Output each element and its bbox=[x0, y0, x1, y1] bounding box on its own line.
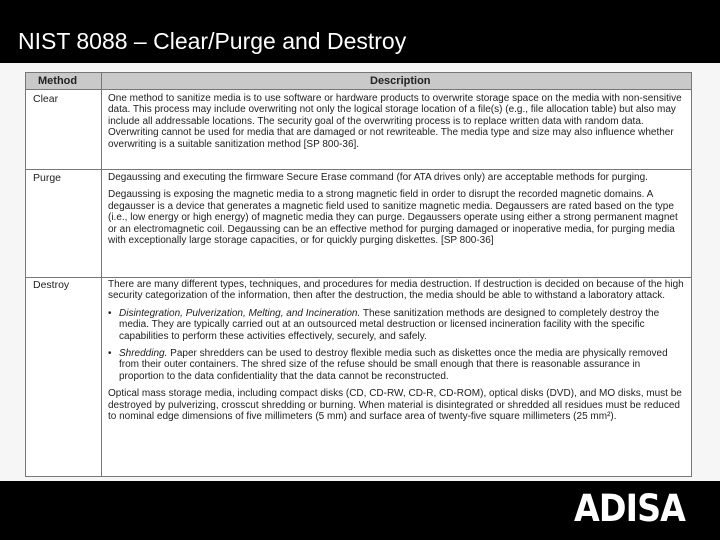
description-purge bbox=[108, 172, 688, 252]
clear-paragraph: One method to sanitize media is to use software or hardware products to overwrite storage space on the media with non-sensitive data. This process may include overwriting not only the logical storage location of a file(s) (e.g., file allocation table) but also may include all addressable locations. The security goal of the overwriting process is to replace written data with random data. Overwriting cannot be used for media that are damaged or not rewriteable. The media type and size may also influence whether overwriting is a suitable sanitization method [SP 800-36]. bbox=[108, 93, 682, 150]
sanitization-table bbox=[25, 72, 692, 477]
header-method: Method bbox=[38, 75, 78, 87]
bullet-marker: • bbox=[108, 348, 112, 360]
method-destroy: Destroy bbox=[33, 279, 70, 291]
destroy-outro: Optical mass storage media, including compact disks (CD, CD-RW, CD-R, CD-ROM), optical disks (DVD), and MO disks, must be destroyed by pulverizing, crosscut shredding or burning. When material is disintegrated or shredded all residues must be reduced to nominal edge dimensions of five millimeters (5 mm) and surface area of twenty-five square millimeters (25 mm²). bbox=[108, 388, 682, 423]
method-clear: Clear bbox=[33, 93, 59, 105]
row-divider bbox=[26, 169, 691, 170]
bullet-lead: Disintegration, Pulverization, Melting, and Incineration. bbox=[119, 307, 361, 319]
purge-paragraph-1: Degaussing and executing the firmware Secure Erase command (for ATA drives only) are acceptable methods for purging. bbox=[108, 172, 648, 183]
row-divider bbox=[26, 277, 691, 278]
bullet-lead: Shredding. bbox=[119, 348, 168, 360]
description-clear bbox=[108, 93, 688, 156]
bullet-marker: • bbox=[108, 307, 112, 319]
destroy-intro: There are many different types, techniques, and procedures for media destruction. If destruction is decided on because of the high security categorization of the information, then after the destruction, the media should be able to withstand a laboratory attack. bbox=[108, 279, 684, 302]
header-description: Description bbox=[370, 75, 431, 87]
destroy-bullet-disintegration bbox=[108, 308, 688, 342]
description-destroy bbox=[108, 279, 688, 428]
bullet-text: These sanitization methods are designed to completely destroy the media. They are typically carried out at an outsourced metal destruction or licensed incineration facility with the specific capabilities to perform these activities effectively, securely, and safely. bbox=[119, 307, 660, 342]
purge-paragraph-2: Degaussing is exposing the magnetic media to a strong magnetic field in order to disrupt the recorded magnetic domains. A degausser is a device that generates a magnetic field used to sanitize magnetic media. Degaussers are rated based on the type (i.e., low energy or high energy) of magnetic media they can purge. Degaussers operate using either a strong permanent magnet or an electromagnetic coil. Degaussing can be an effective method for purging damaged or inoperative media, for purging media with exceptionally large storage capacities, or for quickly purging diskettes. [SP 800-36] bbox=[108, 189, 678, 247]
column-divider bbox=[101, 73, 102, 476]
method-purge: Purge bbox=[33, 172, 62, 184]
adisa-logo: ADISA bbox=[574, 487, 686, 530]
destroy-bullet-shredding bbox=[108, 348, 688, 382]
table-header-row bbox=[26, 73, 691, 90]
slide-title: NIST 8088 – Clear/Purge and Destroy bbox=[18, 28, 407, 54]
table-image-panel bbox=[0, 63, 720, 481]
bullet-text: Paper shredders can be used to destroy flexible media such as diskettes once the media are physically removed from their outer containers. The shred size of the refuse should be small enough that there is reasonable assurance in proportion to the data confidentiality that the data cannot be reconstructed. bbox=[119, 348, 668, 382]
